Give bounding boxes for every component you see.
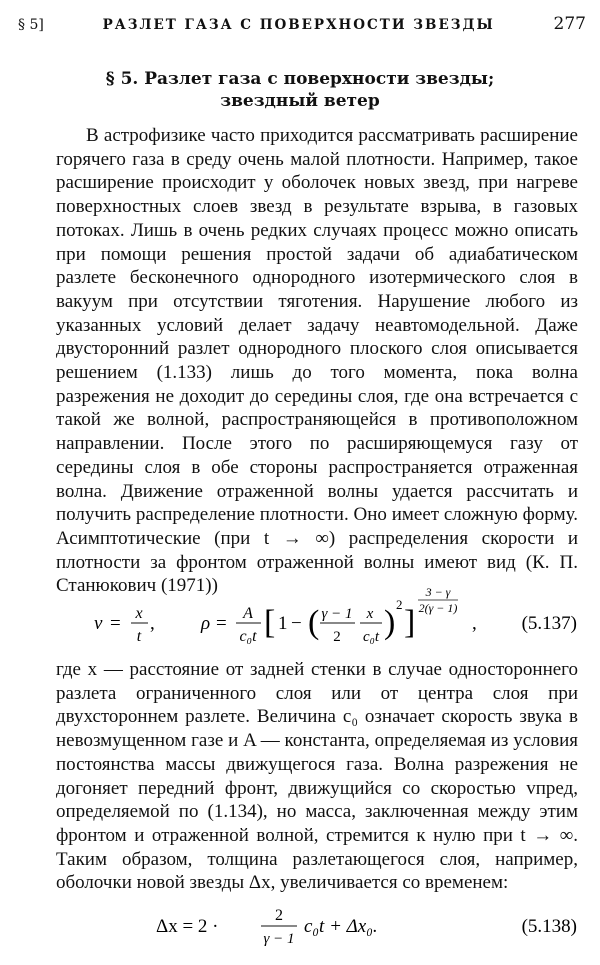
eq-frac-gm1: γ − 1	[321, 606, 353, 622]
eq2-rhs: c₀t + Δx₀.	[304, 916, 378, 937]
section-heading	[0, 68, 600, 112]
eq-frac-c0t-2: c₀t	[362, 629, 380, 645]
paragraph-intro: В астрофизике часто приходится рассматривать расширение горячего газа в среду очень малой плотности. Например, такое расширение происходит у оболочек новых звезд, при нагреве поверхностных слоев звезд в результате взрыва, в газовых потоках. Лишь в очень редких случаях процесс можно описать при помощи решения простой задачи об адиабатическом разлете бесконечного однородного изотермического слоя в вакуум при отсутствии тяготения. Нарушение любого из указанных условий делает задачу неавтомодельной. Даже двусторонний разлет однородного плоского слоя описывается решением (1.133) лишь до того момента, пока волна разрежения не доходит до середины слоя, где она встречается с такой же волной, распространяющейся в противоположном направлении. После этого по расширяющемуся газу от середины слоя в обе стороны распространяется отраженная волна. Движение отраженной волны удается рассчитать и получить распределение плотности. Оно имеет сложную форму. Асимптотические (при t → ∞) распределения скорости и плотности за фронтом отраженной волны имеют вид (К. П. Станюкович (1971))	[56, 125, 578, 597]
eq-frac-t: t	[136, 628, 142, 645]
eq-minus: −	[291, 613, 302, 634]
eq-one: 1	[278, 613, 288, 634]
eq-equals-1: =	[110, 613, 121, 634]
section-heading-line1: § 5. Разлет газа с поверхности звезды;	[105, 69, 495, 89]
eq-comma-2: ,	[472, 613, 477, 634]
eq-rho: ρ	[201, 613, 211, 634]
section-heading-line2: звездный ветер	[220, 91, 380, 111]
eq-inner-power: 2	[396, 597, 403, 612]
page-number: 277	[553, 14, 586, 34]
paragraph-explanation: где x — расстояние от задней стенки в случае одностороннего разлета ограниченного слоя или от центра слоя при двухстороннем разлете. Величина c₀ означает скорость звука в невозмущенном газе и A — константа, определяемая из условия постоянства массы движущегося газа. Волна разрежения не догоняет передний фронт, движущийся со скоростью vпред, определяемой по (1.134), но масса, заключенная между этим фронтом и отраженной волной, стремится к нулю при t → ∞. Таким образом, толщина разлетающегося слоя, например, оболочки новой звезды Δx, увеличивается со временем:	[56, 659, 578, 894]
section-marker: § 5]	[18, 17, 44, 33]
eq-paren-close: )	[384, 604, 396, 641]
running-head	[18, 14, 586, 34]
eq-bracket-open: [	[264, 604, 276, 641]
running-title: РАЗЛЕТ ГАЗА С ПОВЕРХНОСТИ ЗВЕЗДЫ	[102, 17, 495, 33]
eq-v: v	[94, 613, 103, 634]
eq-frac-x-2: x	[366, 606, 374, 622]
eq-equals-2: =	[216, 613, 227, 634]
eq-label-5-137: (5.137)	[521, 613, 577, 634]
eq2-lhs: Δx = 2 ·	[156, 916, 219, 937]
equation-5-137	[56, 585, 578, 653]
eq2-label-5-138: (5.138)	[521, 916, 577, 937]
eq-comma-1: ,	[150, 613, 155, 634]
eq-paren-open: (	[308, 604, 320, 641]
equation-5-138	[56, 902, 578, 958]
eq2-frac-den: γ − 1	[263, 931, 295, 947]
eq-frac-A: A	[243, 605, 253, 622]
eq2-frac-num: 2	[275, 907, 283, 924]
eq-frac-c0t-1: c₀t	[239, 628, 257, 645]
eq-exp-num: 3 − γ	[425, 585, 451, 599]
eq-frac-x: x	[135, 605, 143, 622]
eq-bracket-close: ]	[404, 604, 416, 641]
eq-frac-two: 2	[333, 629, 341, 645]
eq-exp-den: 2(γ − 1)	[418, 601, 458, 615]
